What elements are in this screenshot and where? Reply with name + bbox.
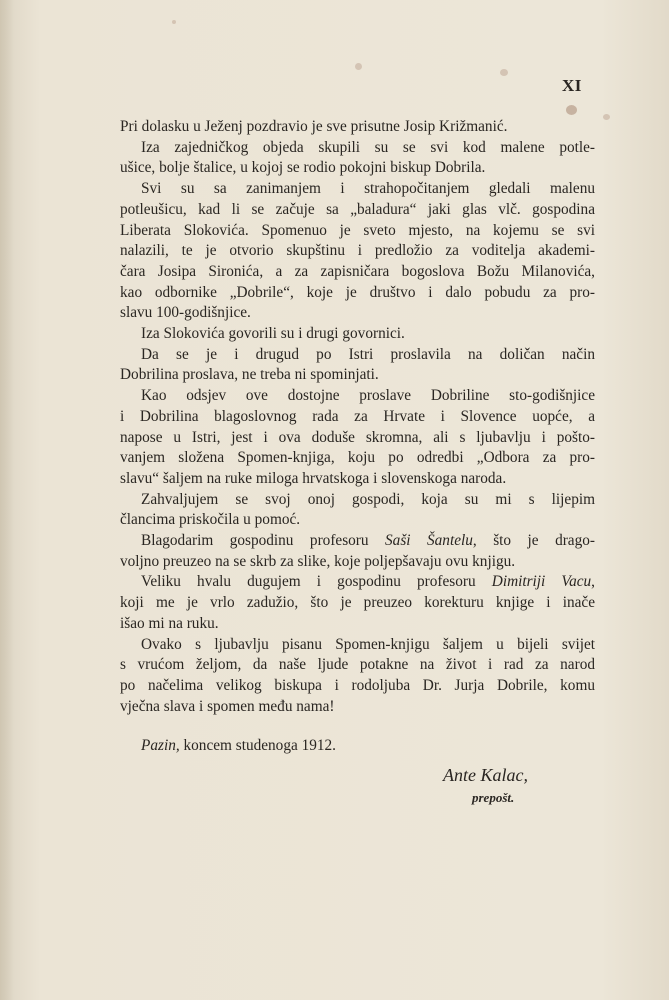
signature-name: Ante Kalac,: [443, 765, 528, 785]
paper-stain: [500, 69, 508, 76]
text-line: Pri dolasku u Ježenj pozdravio je sve prisutne Josip Križmanić.: [120, 118, 508, 135]
text-line: Kao odsjev ove dostojne proslave Dobriline sto-godišnjice: [141, 387, 595, 405]
page-number: XI: [562, 76, 582, 95]
italic-name: Saši Šantelu: [385, 532, 473, 549]
text-line: Iza Slokovića govorili su i drugi govornici.: [141, 325, 405, 342]
paper-stain: [603, 114, 610, 120]
text-line: Iza zajedničkog objeda skupili su se svi kod malene potle-: [141, 138, 595, 156]
text-line: išao mi na ruku.: [120, 614, 219, 632]
text-line: člancima priskočila u pomoć.: [120, 511, 301, 529]
text-line: Veliku hvalu dugujem i gospodinu profesoru Dimitriji Vacu,: [141, 573, 595, 591]
text-line: kao odbornike „Dobrile“, koje je društvo i dalo pobudu za pro-: [120, 283, 595, 301]
signature-title: prepošt.: [472, 790, 515, 805]
text-line: čara Josipa Sironića, a za zapisničara bogoslova Božu Milanovića,: [120, 262, 595, 280]
text-line: i Dobrilina blagoslovnog rada za Hrvate i Slovence uopće, a: [120, 407, 595, 425]
text-line: Svi su sa zanimanjem i strahopočitanjem gledali malenu: [141, 180, 595, 198]
text-line: po načelima velikog biskupa i rodoljuba Dr. Jurja Dobrile, komu: [120, 676, 595, 694]
paper-stain: [172, 20, 176, 24]
place-and-date: [141, 737, 336, 755]
text-line: napose u Istri, jest i ova doduše skromna, ali s ljubavlju i pošto-: [120, 428, 595, 446]
place: Pazin,: [141, 737, 180, 754]
text-line: Da se je i drugud po Istri proslavila na doličan način: [141, 345, 595, 363]
text-line: potleušicu, kad li se začuje sa „baladura“ jaki glas vlč. gospodina: [120, 200, 595, 218]
text-line: voljno preuzeo na se skrb za slike, koje poljepšavaju ovu knjigu.: [120, 552, 516, 570]
text-line: Zahvaljujem se svoj onoj gospodi, koja su mi s lijepim: [141, 490, 595, 508]
paper-stain: [566, 105, 577, 115]
date: koncem studenoga 1912.: [179, 737, 337, 754]
text-line: vječna slava i spomen među nama!: [120, 697, 335, 715]
text-line: slavu 100-godišnjice.: [120, 304, 251, 322]
text-line: Blagodarim gospodinu profesoru Saši Šantelu, što je drago-: [141, 532, 595, 549]
paper-stain: [355, 63, 362, 70]
text-line: ušice, bolje štalice, u kojoj se rodio pokojni biskup Dobrila.: [120, 159, 486, 177]
text-line: nalazili, te je otvorio skupštinu i predložio za voditelja akademi-: [120, 242, 595, 260]
text-line: s vrućom željom, da naše ljude potakne na život i rad za narod: [120, 656, 595, 674]
text-line: Dobrilina proslava, ne treba ni spominjati.: [120, 366, 379, 384]
page-binding-edge: [0, 0, 14, 1000]
italic-name: Dimitriji Vacu: [491, 573, 592, 591]
text-line: Liberata Slokovića. Spomenuo je sveto mjesto, na kojemu se svi: [120, 221, 595, 239]
text-line: koji me je vrlo zadužio, što je preuzeo korekturu knjige i inače: [120, 594, 595, 612]
text-line: vanjem složena Spomen-knjiga, koju po odredbi „Odbora za pro-: [120, 449, 595, 467]
text-line: Ovako s ljubavlju pisanu Spomen-knjigu šaljem u bijeli svijet: [141, 635, 595, 653]
text-line: slavu“ šaljem na ruke miloga hrvatskoga i slovenskoga naroda.: [120, 469, 507, 487]
